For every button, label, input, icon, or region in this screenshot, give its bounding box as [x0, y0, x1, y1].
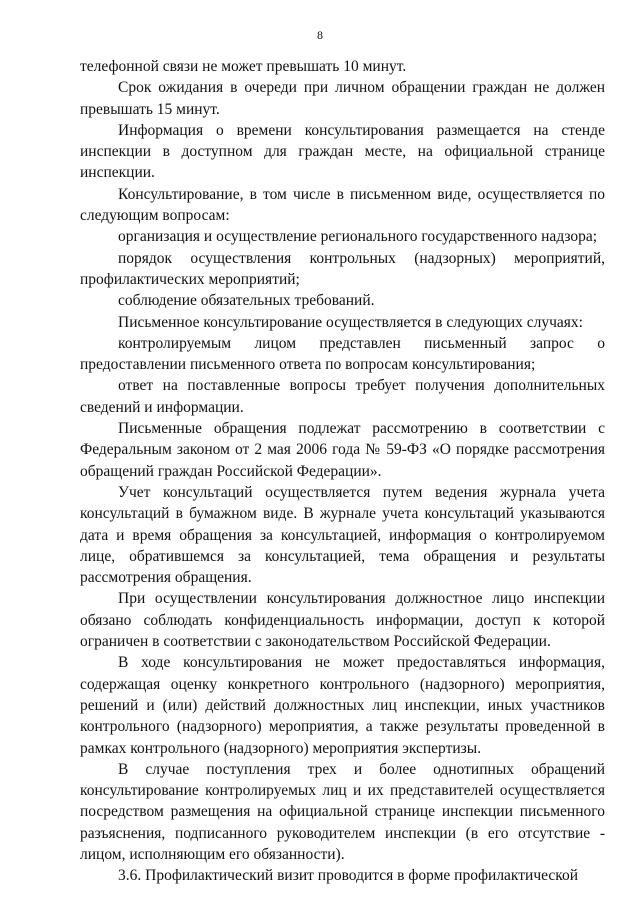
paragraph-similar-appeals: В случае поступления трех и более однотипных обращений консультирование контролируемых лиц и их представителей осуществляется посредством размещения на официальной странице инспекции письменного разъяснения, подписанного руководителем инспекции (в его отсутствие - лицом, исполняющим его обязанности). — [80, 760, 605, 863]
paragraph-continuation: телефонной связи не может превышать 10 минут. — [80, 58, 407, 75]
paragraph-waiting-time: Срок ожидания в очереди при личном обращении граждан не должен превышать 15 минут. — [80, 79, 605, 118]
paragraph-consultation-info: Информация о времени консультирования размещается на стенде инспекции в доступном для граждан месте, на официальной странице инспекции. — [80, 121, 605, 182]
paragraph-consultation-topics-intro: Консультирование, в том числе в письменном виде, осуществляется по следующим вопросам: — [80, 185, 605, 225]
paragraph-restricted-information: В ходе консультирования не может предоставляться информация, содержащая оценку конкретного контрольного (надзорного) мероприятия, решений и (или) действий должностных лиц инспекции, иных участников контрольного (надзорного) мероприятия, а также результаты проведенной в рамках контрольного (надзорного) мероприятия экспертизы. — [80, 654, 605, 757]
paragraph-case-additional-info: ответ на поставленные вопросы требует получения дополнительных сведений и информации. — [80, 377, 605, 416]
paragraph-topic-mandatory-requirements: соблюдение обязательных требований. — [118, 292, 375, 310]
paragraph-written-appeals: Письменные обращения подлежат рассмотрению в соответствии с Федеральным законом от 2 мая 2006 года № 59-ФЗ «О порядке рассмотрения обращений граждан Российской Федерации». — [80, 420, 605, 480]
paragraph-confidentiality: При осуществлении консультирования должностное лицо инспекции обязано соблюдать конфиденциальность информации, доступ к которой ограничен в соответствии с законодательством Российской Федерации. — [80, 590, 605, 651]
document-body — [80, 56, 605, 887]
paragraph-section-3-6: 3.6. Профилактический визит проводится в форме профилактической — [118, 867, 579, 885]
paragraph-written-consultation-cases: Письменное консультирование осуществляется в следующих случаях: — [118, 313, 583, 331]
paragraph-consultation-log: Учет консультаций осуществляется путем ведения журнала учета консультаций в бумажном виде. В журнале учета консультаций указываются дата и время обращения за консультацией, информация о контролируемом лице, обратившемся за консультацией, тема обращения и результаты рассмотрения обращения. — [80, 483, 605, 587]
page-number: 8 — [317, 28, 323, 42]
paragraph-topic-control-measures: порядок осуществления контрольных (надзорных) мероприятий, профилактических мероприятий; — [80, 249, 605, 288]
paragraph-case-written-request: контролируемым лицом представлен письменный запрос о предоставлении письменного ответа по вопросам консультирования; — [80, 334, 605, 374]
paragraph-topic-regional-supervision: организация и осуществление регионального государственного надзора; — [118, 228, 598, 246]
